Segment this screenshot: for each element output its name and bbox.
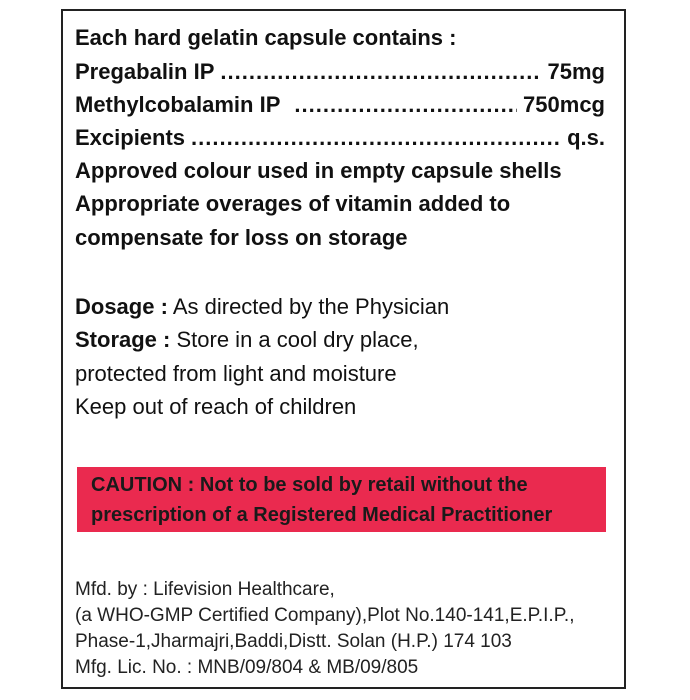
caution-line-1: CAUTION : Not to be sold by retail without the <box>91 474 528 496</box>
ingredient-amount: 750mcg <box>523 92 605 117</box>
note-overages-continued: compensate for loss on storage <box>75 225 408 250</box>
leader-dots <box>191 125 561 151</box>
children-warning: Keep out of reach of children <box>75 394 357 419</box>
ingredient-row-excipients <box>75 125 605 151</box>
caution-line-2: prescription of a Registered Medical Practitioner <box>91 504 553 526</box>
ingredient-name: Excipients <box>75 125 186 150</box>
note-colour: Approved colour used in empty capsule shells <box>75 158 562 183</box>
leader-dots <box>220 59 541 85</box>
leader-dots <box>294 92 517 118</box>
manufacturer-address-2: Phase-1,Jharmajri,Baddi,Distt. Solan (H.P.) 174 103 <box>75 631 512 652</box>
dosage-label: Dosage : <box>75 294 168 319</box>
storage-continuation: protected from light and moisture <box>75 361 397 386</box>
manufacturing-licence: Mfg. Lic. No. : MNB/09/804 & MB/09/805 <box>75 657 419 678</box>
ingredient-name: Methylcobalamin IP <box>75 92 281 117</box>
storage-label: Storage : <box>75 327 171 352</box>
ingredient-row-methylcobalamin <box>75 92 605 118</box>
ingredient-amount: 75mg <box>547 59 605 84</box>
storage-line <box>75 327 419 353</box>
storage-text: Store in a cool dry place, <box>176 327 419 352</box>
ingredient-name: Pregabalin IP <box>75 59 215 84</box>
dosage-line <box>75 294 449 320</box>
ingredient-row-pregabalin <box>75 59 605 85</box>
dosage-text: As directed by the Physician <box>172 294 450 319</box>
composition-heading: Each hard gelatin capsule contains : <box>75 25 457 50</box>
note-overages: Appropriate overages of vitamin added to <box>75 191 511 216</box>
ingredient-amount: q.s. <box>567 125 605 150</box>
manufacturer-name: Mfd. by : Lifevision Healthcare, <box>75 579 335 600</box>
manufacturer-address-1: (a WHO-GMP Certified Company),Plot No.140-141,E.P.I.P., <box>75 605 575 626</box>
